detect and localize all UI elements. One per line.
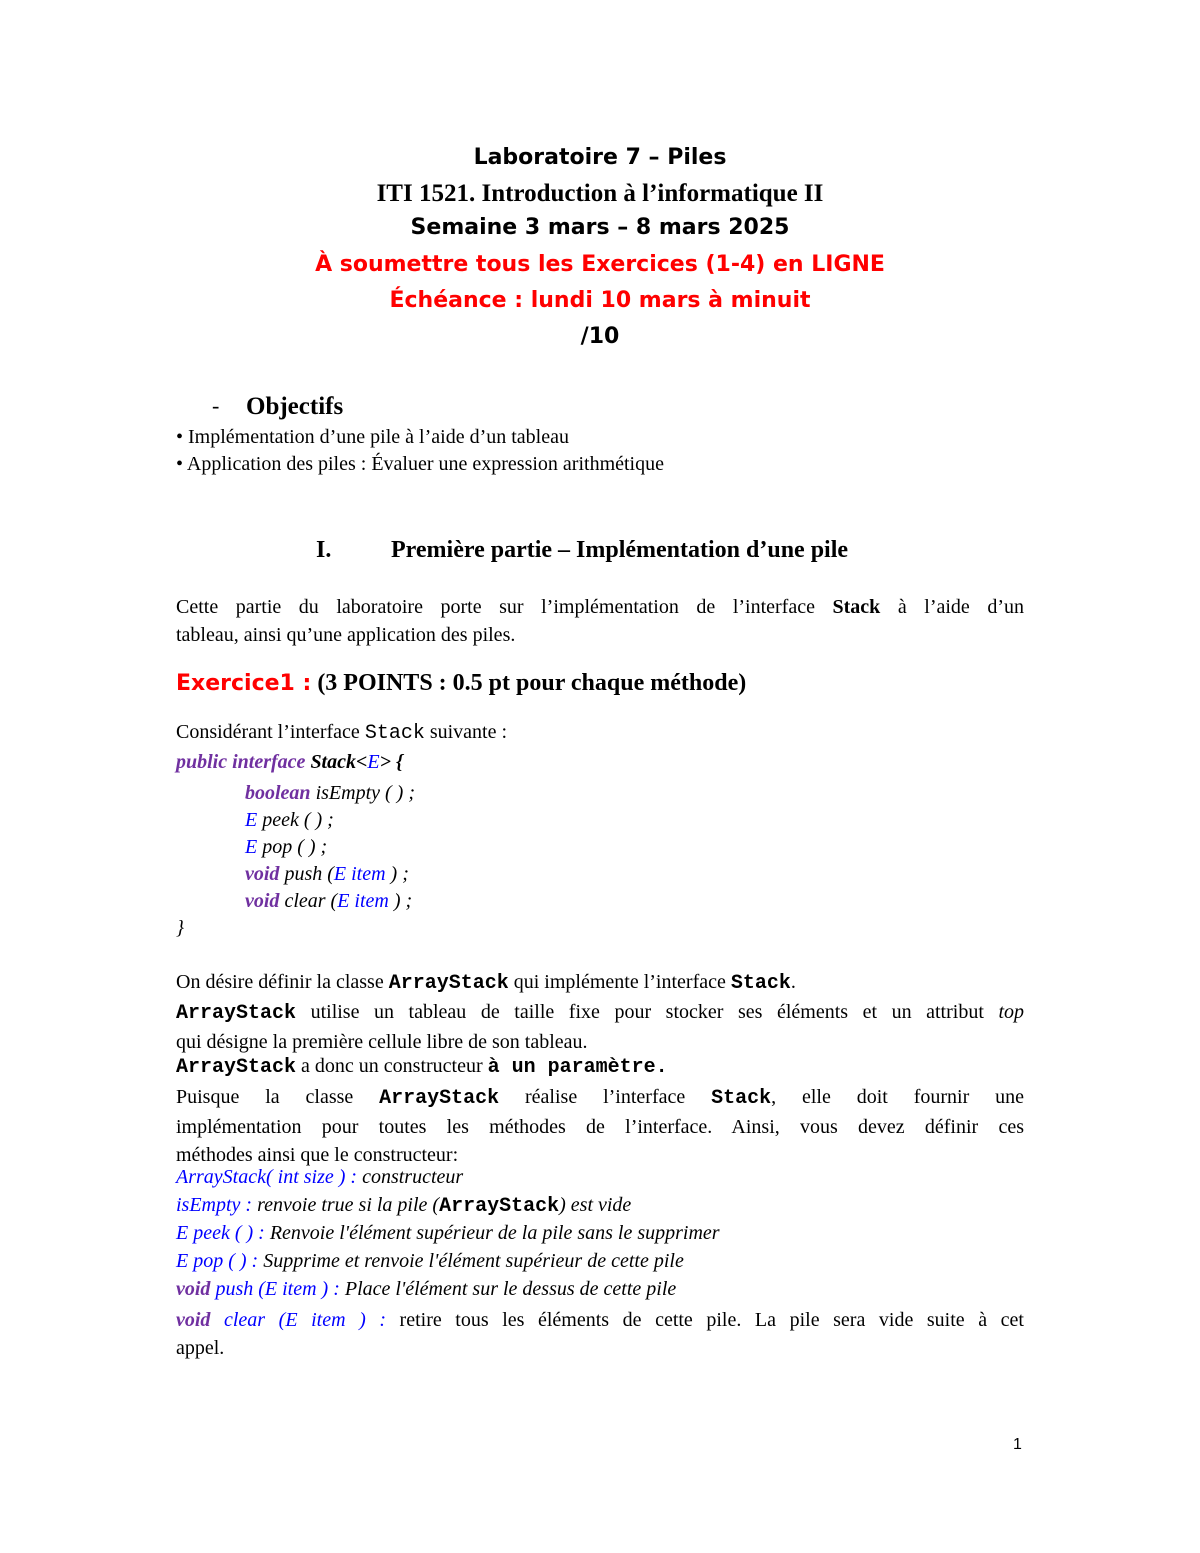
submit-notice: À soumettre tous les Exercices (1-4) en LIGNE <box>315 252 885 277</box>
stack-keyword: Stack <box>832 596 881 618</box>
code-close-brace: } <box>176 917 184 939</box>
intro-line-1: Cette partie du laboratoire porte sur l’implémentation de l’interface Stack à l’aide d’un <box>176 596 1024 618</box>
method-constructor: ArrayStack( int size ) : constructeur <box>176 1166 464 1188</box>
method-peek: E peek ( ) : Renvoie l'élément supérieur de la pile sans le supprimer <box>176 1222 720 1244</box>
objectives-heading: Objectifs <box>246 393 344 420</box>
code-interface-decl: public interface Stack<E> { <box>176 751 403 773</box>
method-push: void push (E item ) : Place l'élément sur le dessus de cette pile <box>176 1278 677 1300</box>
deadline-notice: Échéance : lundi 10 mars à minuit <box>389 288 811 313</box>
considering-line: Considérant l’interface Stack suivante : <box>176 721 508 745</box>
section-intro <box>176 593 1024 649</box>
course-title: ITI 1521. Introduction à l’informatique II <box>376 180 824 207</box>
section-title: Première partie – Implémentation d’une pile <box>391 537 849 563</box>
para-implementation: Puisque la classe ArrayStack réalise l’interface Stack, elle doit fournir une implémentation pour toutes les méthodes de l’interface. Ainsi, vous devez définir ces méthodes ainsi que le constructeur: <box>176 1086 1024 1166</box>
section-number: I. <box>316 537 332 563</box>
exercise1-points: (3 POINTS : 0.5 pt pour chaque méthode) <box>311 670 747 696</box>
lab-title: Laboratoire 7 – Piles <box>473 145 727 170</box>
para-define-class: On désire définir la classe ArrayStack qui implémente l’interface Stack. <box>176 971 796 995</box>
method-pop: E pop ( ) : Supprime et renvoie l'élément supérieur de cette pile <box>176 1250 684 1272</box>
week-label: Semaine 3 mars – 8 mars 2025 <box>410 215 790 240</box>
score-label: /10 <box>580 324 620 349</box>
method-isempty: isEmpty : renvoie true si la pile (ArrayStack) est vide <box>176 1194 632 1218</box>
code-clear: void clear (E item ) ; <box>245 890 413 912</box>
code-pop: E pop ( ) ; <box>245 836 328 858</box>
code-isempty: boolean isEmpty ( ) ; <box>245 782 415 804</box>
para-arraystack-uses: ArrayStack utilise un tableau de taille fixe pour stocker ses éléments et un attribut top qui désigne la première cellule libre de son tableau. <box>176 1001 1024 1053</box>
objective-item-1: • Implémentation d’une pile à l’aide d’un tableau <box>176 426 569 448</box>
code-push: void push (E item ) ; <box>245 863 409 885</box>
para-constructor: ArrayStack a donc un constructeur à un paramètre. <box>176 1055 668 1079</box>
objective-item-2: • Application des piles : Évaluer une expression arithmétique <box>176 453 664 475</box>
exercise1-heading <box>176 670 746 697</box>
objectives-dash: - <box>212 393 220 418</box>
page-number: 1 <box>1013 1436 1022 1453</box>
code-peek: E peek ( ) ; <box>245 809 334 831</box>
exercise1-label: Exercice1 : <box>176 671 312 696</box>
intro-line-2: tableau, ainsi qu’une application des piles. <box>176 624 516 646</box>
method-clear: void clear (E item ) : retire tous les éléments de cette pile. La pile sera vide suite à cet appel. <box>176 1309 1024 1359</box>
